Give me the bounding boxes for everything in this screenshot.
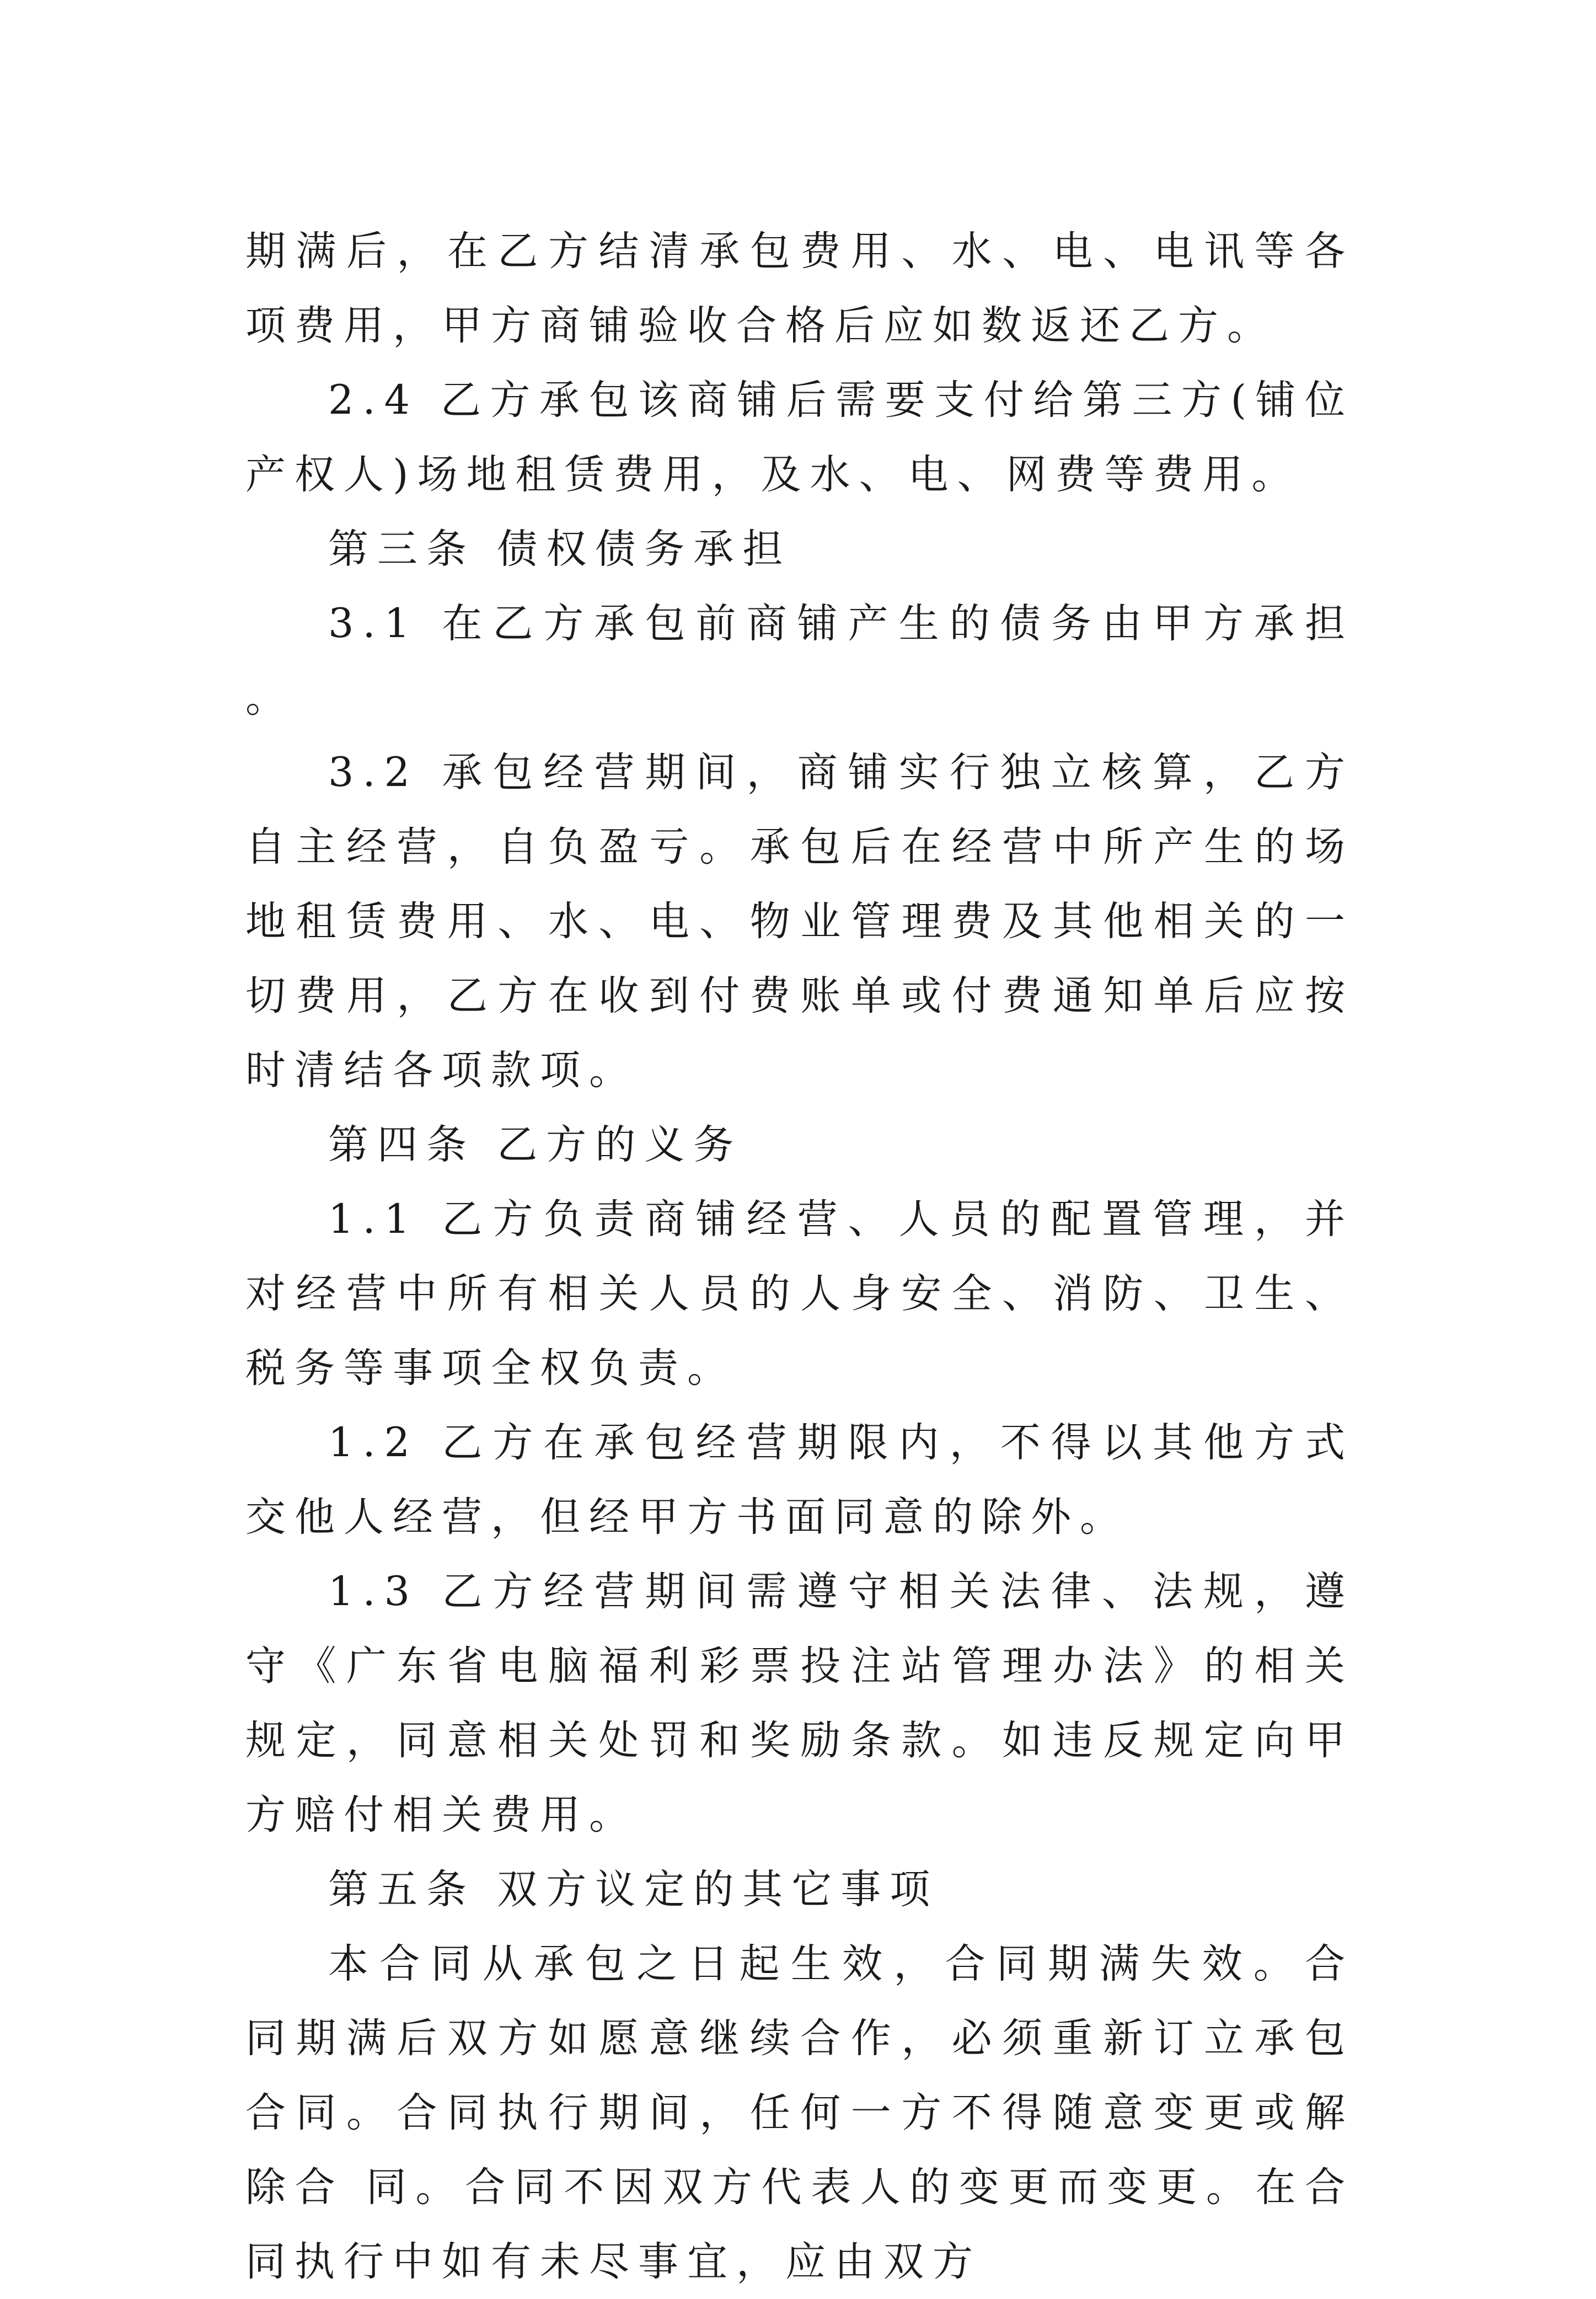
paragraph-deposit-return: 期满后，在乙方结清承包费用、水、电、电讯等各项费用，甲方商铺验收合格后应如数返还乙方。	[245, 228, 1354, 349]
clause-3-1: 3.1 在乙方承包前商铺产生的债务由甲方承担。	[245, 600, 1354, 721]
article-3-heading: 第三条 债权债务承担	[328, 526, 792, 573]
article-5-heading: 第五条 双方议定的其它事项	[328, 1866, 939, 1913]
clause-3-2: 3.2 承包经营期间，商铺实行独立核算，乙方自主经营，自负盈亏。承包后在经营中所产生的场地租赁费用、水、电、物业管理费及其他相关的一切费用，乙方在收到付费账单或付费通知单后应按时清结各项款项。	[245, 749, 1354, 1094]
article-4-heading: 第四条 乙方的义务	[328, 1121, 743, 1168]
document-body	[245, 214, 1354, 2299]
clause-4-1-1: 1.1 乙方负责商铺经营、人员的配置管理，并对经营中所有相关人员的人身安全、消防、卫生、税务等事项全权负责。	[245, 1196, 1354, 1392]
clause-5-body: 本合同从承包之日起生效，合同期满失效。合同期满后双方如愿意继续合作，必须重新订立承包合同。合同执行期间，任何一方不得随意变更或解除合 同。合同不因双方代表人的变更而变更。在合同执行中如有未尽事宜，应由双方	[245, 1940, 1354, 2285]
clause-2-4: 2.4 乙方承包该商铺后需要支付给第三方(铺位产权人)场地租赁费用，及水、电、网费等费用。	[245, 377, 1354, 498]
clause-4-1-3: 1.3 乙方经营期间需遵守相关法律、法规，遵守《广东省电脑福利彩票投注站管理办法》的相关规定，同意相关处罚和奖励条款。如违反规定向甲方赔付相关费用。	[245, 1568, 1354, 1838]
clause-4-1-2: 1.2 乙方在承包经营期限内，不得以其他方式交他人经营，但经甲方书面同意的除外。	[245, 1419, 1354, 1541]
